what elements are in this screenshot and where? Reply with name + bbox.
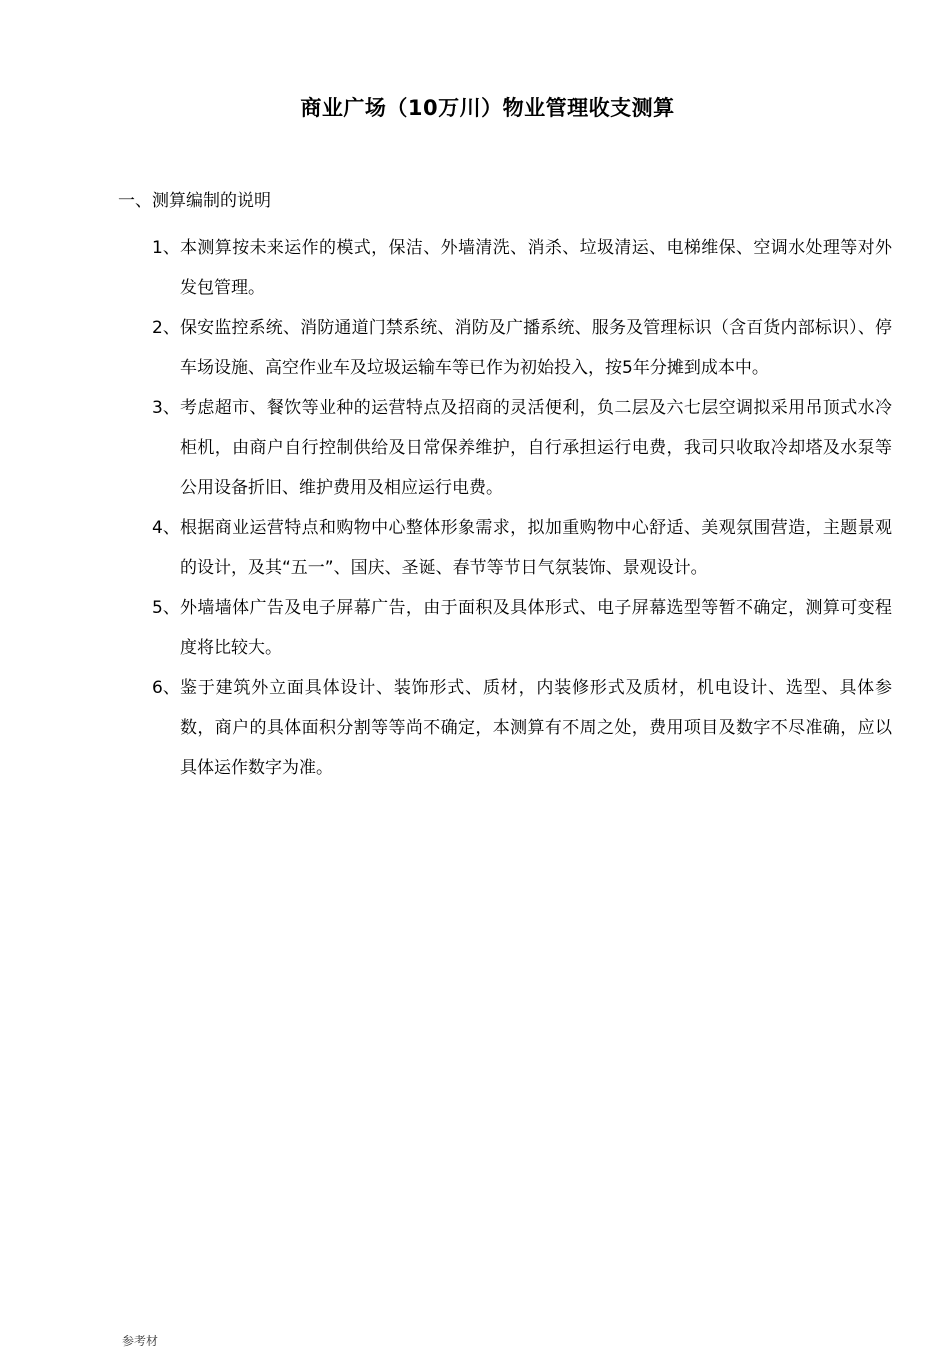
list-item (152, 588, 892, 668)
item-text: 外墙墙体广告及电子屏幕广告，由于面积及具体形式、电子屏幕选型等暂不确定，测算可变程度将比较大。 (180, 598, 892, 658)
item-text: 考虑超市、餐饮等业种的运营特点及招商的灵活便利，负二层及六七层空调拟采用吊顶式水冷柜机，由商户自行控制供给及日常保养维护，自行承担运行电费，我司只收取冷却塔及水泵等公用设备折旧、维护费用及相应运行电费。 (180, 398, 892, 498)
item-number: 4、 (152, 518, 180, 538)
explanation-list (152, 228, 892, 788)
footer-text: 参考材 (122, 1334, 159, 1348)
list-item (152, 228, 892, 308)
item-text: 根据商业运营特点和购物中心整体形象需求，拟加重购物中心舒适、美观氛围营造，主题景观的设计，及其“五一”、国庆、圣诞、春节等节日气氛装饰、景观设计。 (180, 518, 892, 578)
list-item (152, 388, 892, 508)
list-item (152, 668, 892, 788)
item-number: 2、 (152, 318, 180, 338)
section-heading: 一、测算编制的说明 (118, 191, 271, 211)
item-text: 鉴于建筑外立面具体设计、装饰形式、质材，内装修形式及质材，机电设计、选型、具体参数，商户的具体面积分割等等尚不确定，本测算有不周之处，费用项目及数字不尽准确，应以具体运作数字为准。 (180, 678, 892, 778)
item-text: 本测算按未来运作的模式，保洁、外墙清洗、消杀、垃圾清运、电梯维保、空调水处理等对外发包管理。 (180, 238, 892, 298)
item-text: 保安监控系统、消防通道门禁系统、消防及广播系统、服务及管理标识（含百货内部标识）、停车场设施、高空作业车及垃圾运输车等已作为初始投入，按5年分摊到成本中。 (180, 318, 892, 378)
item-number: 6、 (152, 678, 180, 698)
item-number: 3、 (152, 398, 180, 418)
item-number: 5、 (152, 598, 180, 618)
list-item (152, 508, 892, 588)
list-item (152, 308, 892, 388)
item-number: 1、 (152, 238, 180, 258)
document-title: 商业广场（10万川）物业管理收支测算 (300, 96, 675, 120)
